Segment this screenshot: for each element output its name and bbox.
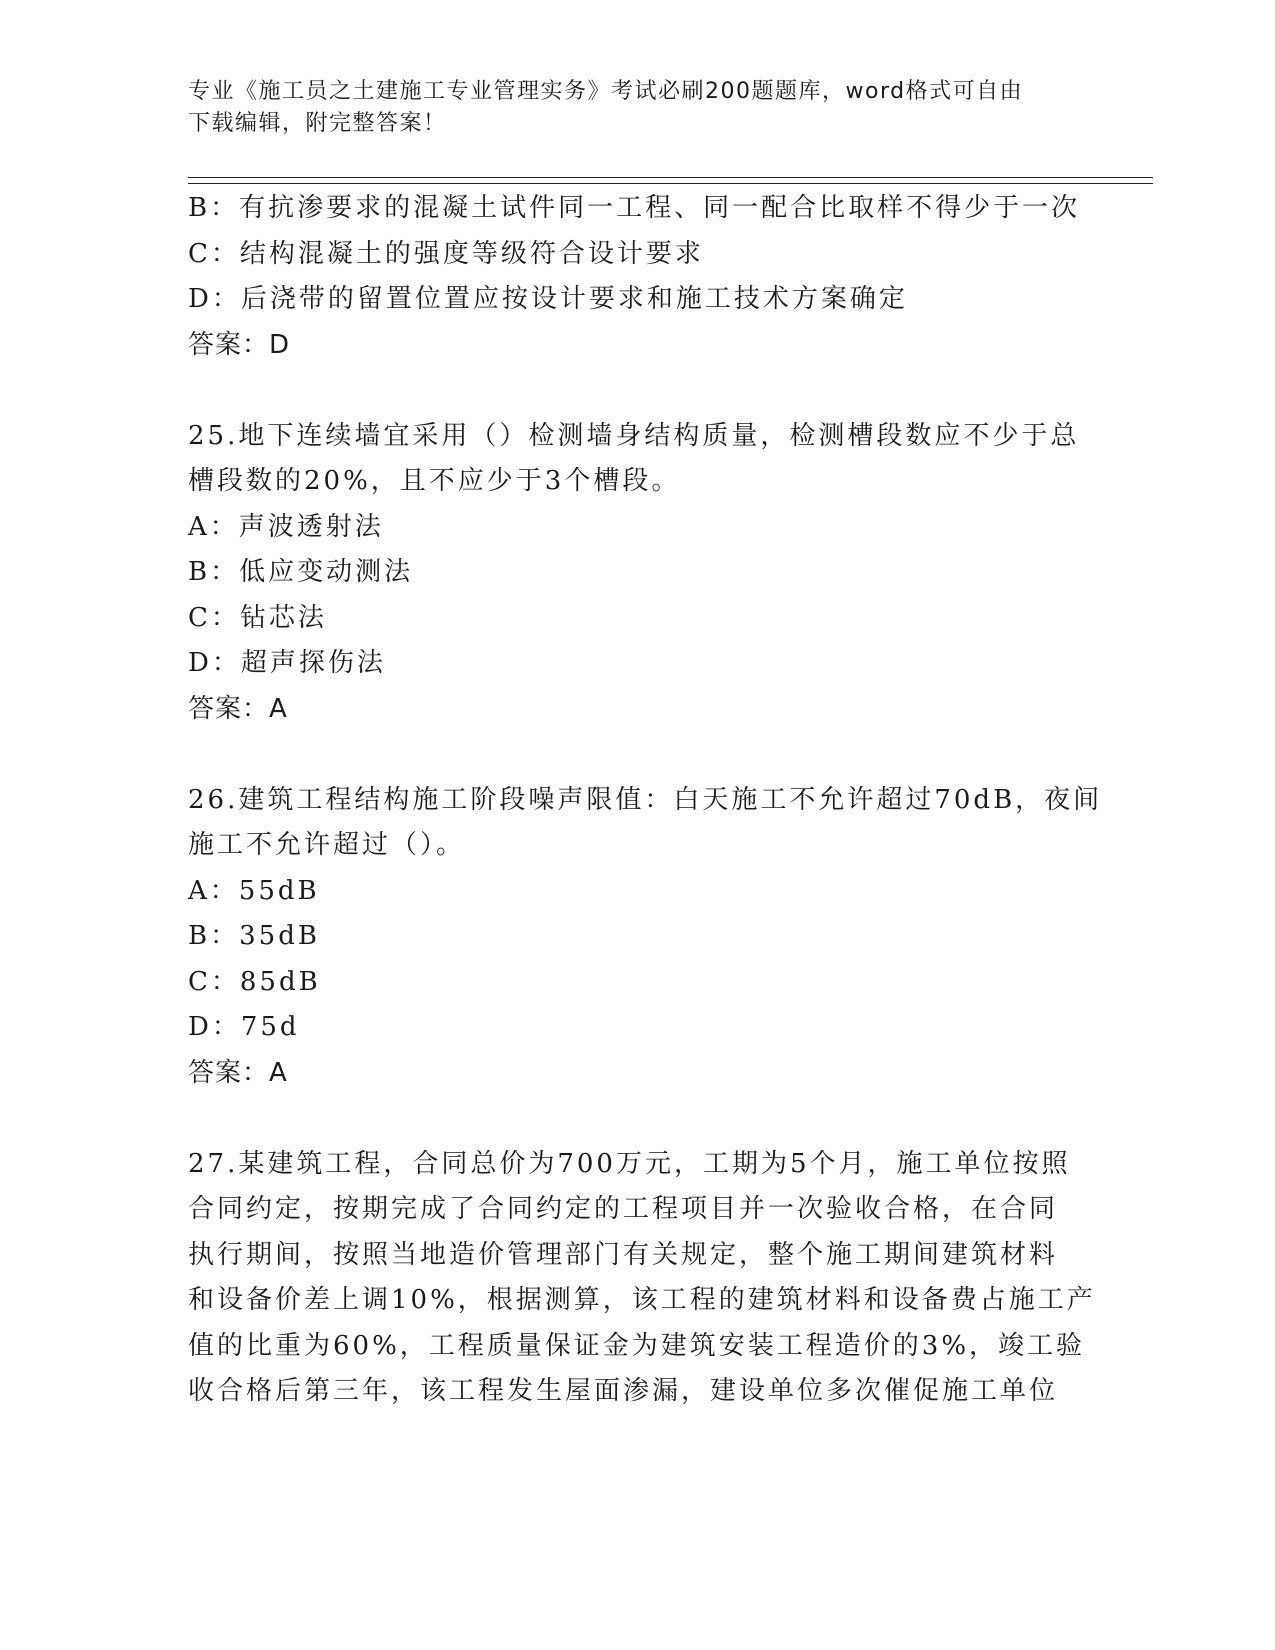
option-d: D：后浇带的留置位置应按设计要求和施工技术方案确定 xyxy=(188,284,908,314)
option-c: C：85dB xyxy=(188,966,321,997)
option-a: A：声波透射法 xyxy=(188,511,384,542)
stem-line: 槽段数的20%，且不应少于3个槽段。 xyxy=(188,466,681,496)
header-rule-bottom xyxy=(188,183,1153,184)
spacer xyxy=(188,1096,1088,1142)
spacer xyxy=(188,732,1088,778)
option-c: C：结构混凝土的强度等级符合设计要求 xyxy=(188,238,704,269)
header-line: 专业《施工员之土建施工专业管理实务》考试必刷200题题库，word格式可自由 xyxy=(188,79,1024,104)
document-header xyxy=(188,76,1068,140)
option-b: B：35dB xyxy=(188,921,320,951)
option-c: C：钻芯法 xyxy=(188,602,327,633)
stem-line: 收合格后第三年，该工程发生屋面渗漏，建设单位多次催促施工单位 xyxy=(188,1376,1059,1406)
question-27 xyxy=(188,1142,1096,1415)
question-stem xyxy=(188,778,1103,869)
option-d: D：超声探伤法 xyxy=(188,648,386,678)
question-stem xyxy=(188,1142,1096,1415)
stem-line: 和设备价差上调10%，根据测算，该工程的建筑材料和设备费占施工产 xyxy=(188,1285,1096,1315)
option-d: D：75d xyxy=(188,1012,300,1042)
stem-line: 27.某建筑工程，合同总价为700万元，工期为5个月，施工单位按照 xyxy=(188,1148,1071,1179)
answer-line: 答案：A xyxy=(188,1057,288,1088)
option-a: A：55dB xyxy=(188,875,320,906)
stem-line: 合同约定，按期完成了合同约定的工程项目并一次验收合格，在合同 xyxy=(188,1194,1059,1224)
stem-line: 25.地下连续墙宜采用（）检测墙身结构质量，检测槽段数应不少于总 xyxy=(188,420,1080,451)
stem-line: 26.建筑工程结构施工阶段噪声限值：白天施工不允许超过70dB，夜间 xyxy=(188,784,1103,815)
stem-line: 施工不允许超过（）。 xyxy=(188,830,466,860)
document-body xyxy=(188,186,1103,1415)
spacer xyxy=(188,368,1088,414)
question-26 xyxy=(188,778,1103,1097)
answer-line: 答案：A xyxy=(188,693,288,724)
stem-line: 值的比重为60%，工程质量保证金为建筑安装工程造价的3%，竣工验 xyxy=(188,1330,1086,1361)
question-stem xyxy=(188,414,1088,505)
header-rule-top xyxy=(188,177,1153,178)
question-25 xyxy=(188,414,1088,733)
prev-question xyxy=(188,186,1088,368)
answer-line: 答案：D xyxy=(188,329,291,360)
option-b: B：有抗渗要求的混凝土试件同一工程、同一配合比取样不得少于一次 xyxy=(188,193,1081,223)
option-b: B：低应变动测法 xyxy=(188,557,414,587)
header-line: 下载编辑，附完整答案！ xyxy=(188,111,447,136)
stem-line: 执行期间，按照当地造价管理部门有关规定，整个施工期间建筑材料 xyxy=(188,1239,1059,1270)
